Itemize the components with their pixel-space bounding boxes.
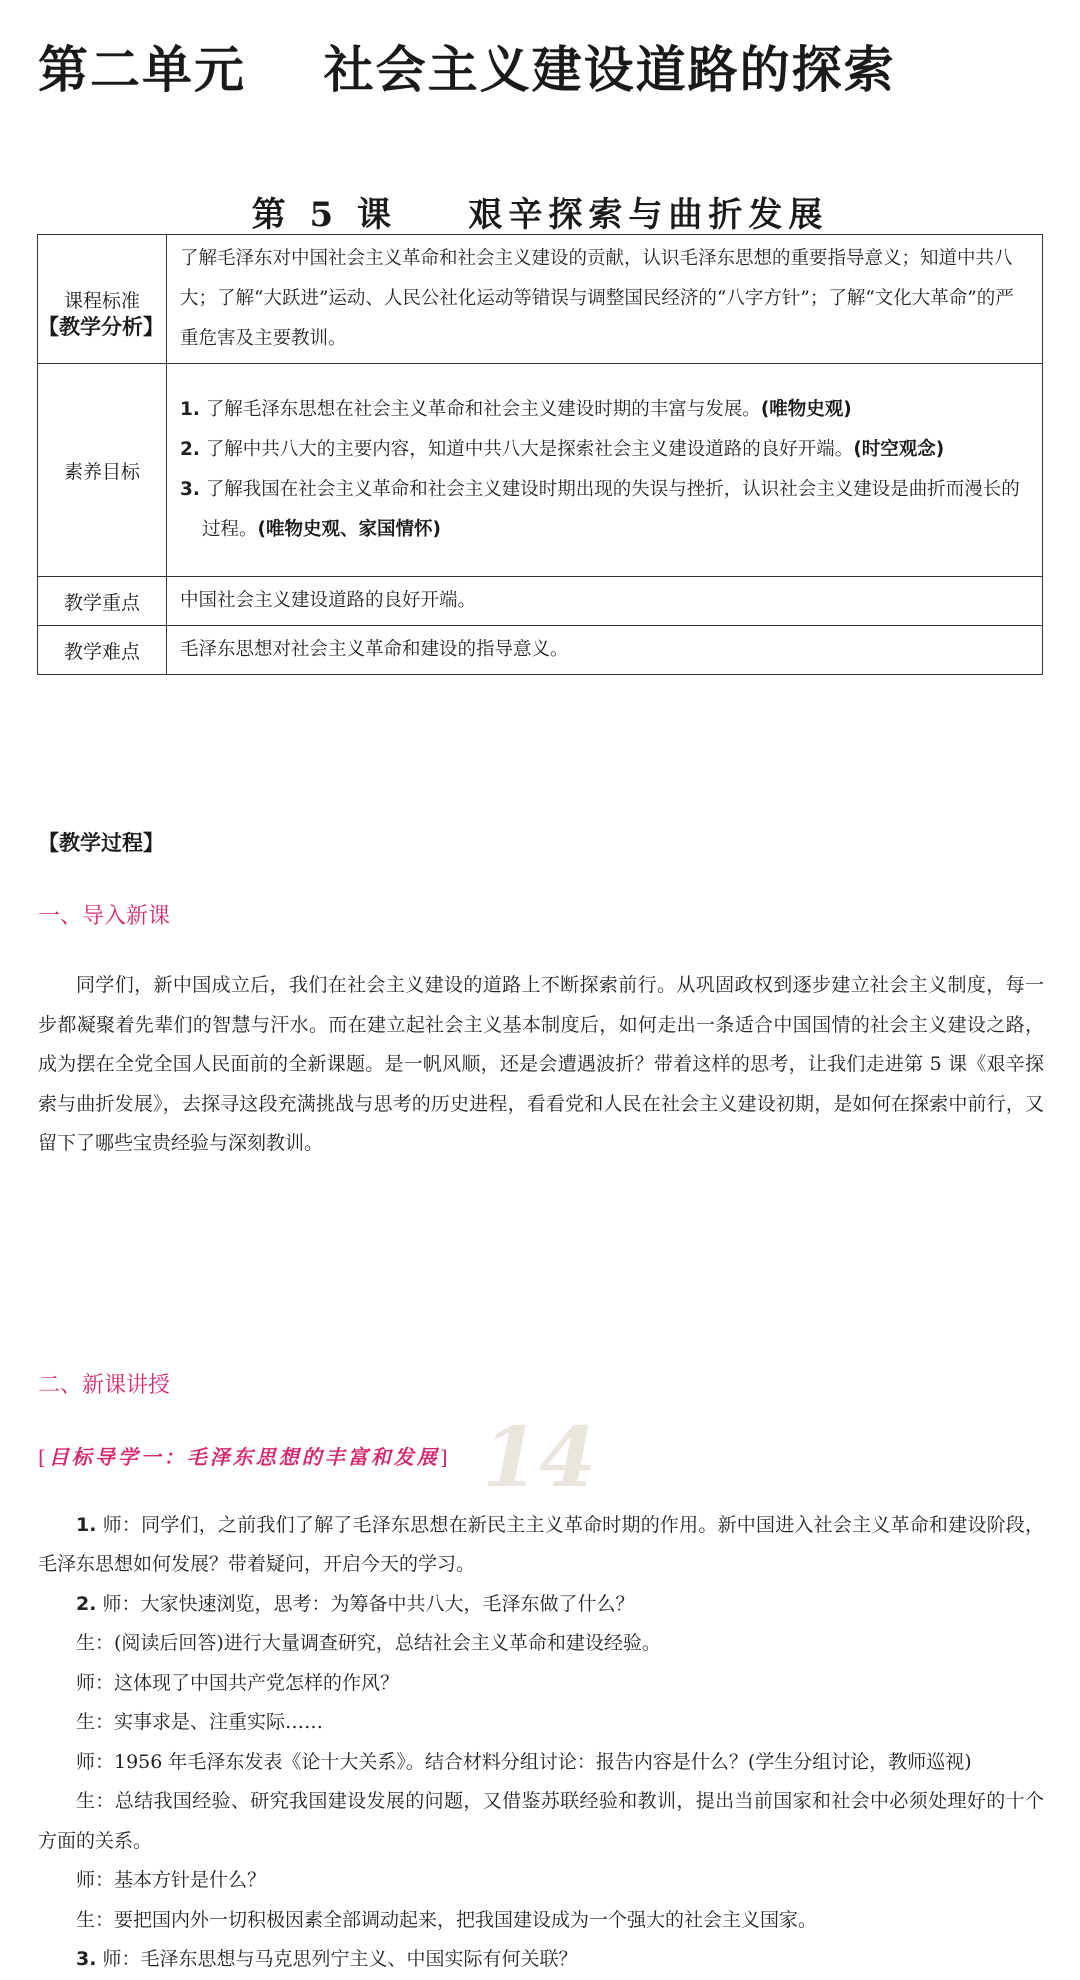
row-label-literacy-goals: 素养目标 [38,364,167,577]
dialogue-line: 2. 师：大家快速浏览，思考：为筹备中共八大，毛泽东做了什么？ [76,1592,635,1615]
dialogue-line: 师：基本方针是什么？ [76,1869,267,1891]
dialogue-line: 师：1956 年毛泽东发表《论十大关系》。结合材料分组讨论：报告内容是什么？(学生分组讨论，教师巡视) [76,1750,972,1773]
lesson-title: 第 5 课 艰辛探索与曲折发展 [251,195,829,235]
page-number-watermark: 14 [482,1410,597,1506]
table-row [38,626,1043,675]
learning-target-heading: [目标导学一：毛泽东思想的丰富和发展] [38,1444,451,1469]
row-label-curriculum: 课程标准 [38,235,167,364]
row-label-difficulty: 教学难点 [38,626,167,675]
new-lesson-heading: 二、新课讲授 [38,1372,171,1398]
table-row [38,235,1043,364]
teaching-analysis-heading: 【教学分析】 [38,315,164,339]
dialogue-line: 生：实事求是、注重实际…… [76,1711,324,1733]
curriculum-standard-text: 了解毛泽东对中国社会主义革命和社会主义建设的贡献，认识毛泽东思想的重要指导意义；知道中共八大；了解“大跃进”运动、人民公社化运动等错误与调整国民经济的“八字方针”；了解“文化大革命”的严重危害及主要教训。 [167,235,1043,364]
dialogue-line: 生：总结我国经验、研究我国建设发展的问题，又借鉴苏联经验和教训，提出当前国家和社会中必须处理好的十个方面的关系。 [38,1790,1044,1852]
table-row [38,577,1043,626]
literacy-goals-cell [167,364,1043,577]
goal-item: 1. 了解毛泽东思想在社会主义革命和社会主义建设时期的丰富与发展。(唯物史观) [180,399,852,420]
dialogue-line: 生：要把国内外一切积极因素全部调动起来，把我国建设成为一个强大的社会主义国家。 [76,1908,818,1931]
row-label-key-point: 教学重点 [38,577,167,626]
dialogue-line: 生：(阅读后回答)进行大量调查研究，总结社会主义革命和建设经验。 [76,1632,661,1654]
dialogue-line: 师：这体现了中国共产党怎样的作风？ [76,1671,400,1694]
dialogue-line: 3. 师：毛泽东思想与马克思列宁主义、中国实际有何关联？ [76,1948,578,1970]
teaching-process-heading: 【教学过程】 [38,831,164,855]
difficulty-text: 毛泽东思想对社会主义革命和建设的指导意义。 [167,626,1043,675]
table-row [38,364,1043,577]
goal-item: 2. 了解中共八大的主要内容，知道中共八大是探索社会主义建设道路的良好开端。(时空观念) [180,439,945,460]
teaching-analysis-table [37,234,1043,675]
key-point-text: 中国社会主义建设道路的良好开端。 [167,577,1043,626]
intro-paragraph: 同学们，新中国成立后，我们在社会主义建设的道路上不断探索前行。从巩固政权到逐步建立社会主义制度，每一步都凝聚着先辈们的智慧与汗水。而在建立起社会主义基本制度后，如何走出一条适合中国国情的社会主义建设之路，成为摆在全党全国人民面前的全新课题。是一帆风顺，还是会遭遇波折？带着这样的思考，让我们走进第 5 课《艰辛探索与曲折发展》，去探寻这段充满挑战与思考的历史进程，看看党和人民在社会主义建设初期，是如何在探索中前行，又留下了哪些宝贵经验与深刻教训。 [38,974,1044,1154]
goal-item: 3. 了解我国在社会主义革命和社会主义建设时期出现的失误与挫折，认识社会主义建设是曲折而漫长的过程。(唯物史观、家国情怀) [180,479,1020,540]
unit-title: 第二单元 社会主义建设道路的探索 [38,41,896,99]
dialogue-line: 1. 师：同学们，之前我们了解了毛泽东思想在新民主主义革命时期的作用。新中国进入社会主义革命和建设阶段，毛泽东思想如何发展？带着疑问，开启今天的学习。 [38,1513,1044,1575]
intro-heading: 一、导入新课 [38,904,171,929]
dialogue-block [38,1506,1044,1980]
